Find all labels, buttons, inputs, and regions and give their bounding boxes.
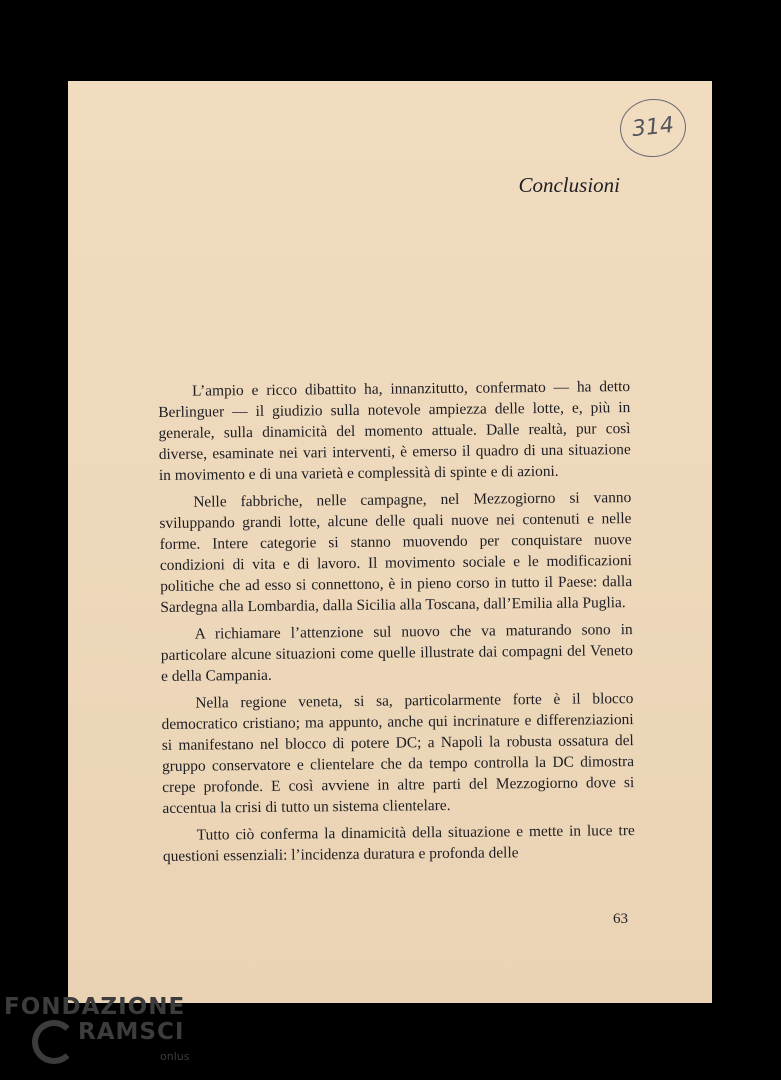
- page-title: Conclusioni: [518, 173, 620, 197]
- paragraph-3: A richiamare l’attenzione sul nuovo che va maturando sono in particolare alcune situazioni come quelle illustrate dai compagni del Veneto e della Campania.: [160, 621, 633, 685]
- paragraph-4: Nella regione veneta, si sa, particolarmente forte è il blocco democratico cristiano; ma appunto, anche qui incrinature e differenziazioni si manifestano nel blocco di potere DC; a Napoli la robusta ossatura del gruppo conservatore e clientelare che da tempo controlla la DC dimostra crepe profonde. E così avviene in altre parti del Mezzogiorno dove si accentua la crisi di tutto un sistema clientelare.: [161, 690, 635, 817]
- fondazione-gramsci-logo: [4, 994, 204, 1074]
- logo-line-3: onlus: [160, 1050, 190, 1063]
- page-number: 63: [613, 911, 628, 927]
- logo-line-2: RAMSCI: [78, 1019, 185, 1045]
- archive-stamp: 314: [617, 96, 689, 161]
- body-text: [158, 376, 635, 873]
- paragraph-1: L’ampio e ricco dibattito ha, innanzitutto, confermato — ha detto Berlinguer — il giudizio sulla notevole ampiezza delle lotte, e, più in generale, sulla dinamicità del momento attuale. Dalle realtà, pur così diverse, esaminate nei vari interventi, è emerso il quadro di una situazione in movimento e di una varietà e complessità di spinte e di azioni.: [158, 378, 631, 484]
- document-page: [68, 81, 712, 1003]
- logo-line-1: FONDAZIONE: [4, 994, 186, 1020]
- paragraph-2: Nelle fabbriche, nelle campagne, nel Mezzogiorno si vanno sviluppando grandi lotte, alcune delle quali nuove nei contenuti e nelle forme. Intere categorie si stanno muovendo per conquistare nuove condizioni di vita e di lavoro. Il movimento sociale e le modificazioni politiche che ad esso si connettono, è in pieno corso in tutto il Paese: dalla Sardegna alla Lombardia, dalla Sicilia alla Toscana, dall’Emilia alla Puglia.: [159, 489, 633, 616]
- paragraph-5: Tutto ciò conferma la dinamicità della situazione e mette in luce tre questioni essenziali: l’incidenza duratura e profonda delle: [162, 822, 635, 865]
- logo-g-icon: [32, 1020, 76, 1064]
